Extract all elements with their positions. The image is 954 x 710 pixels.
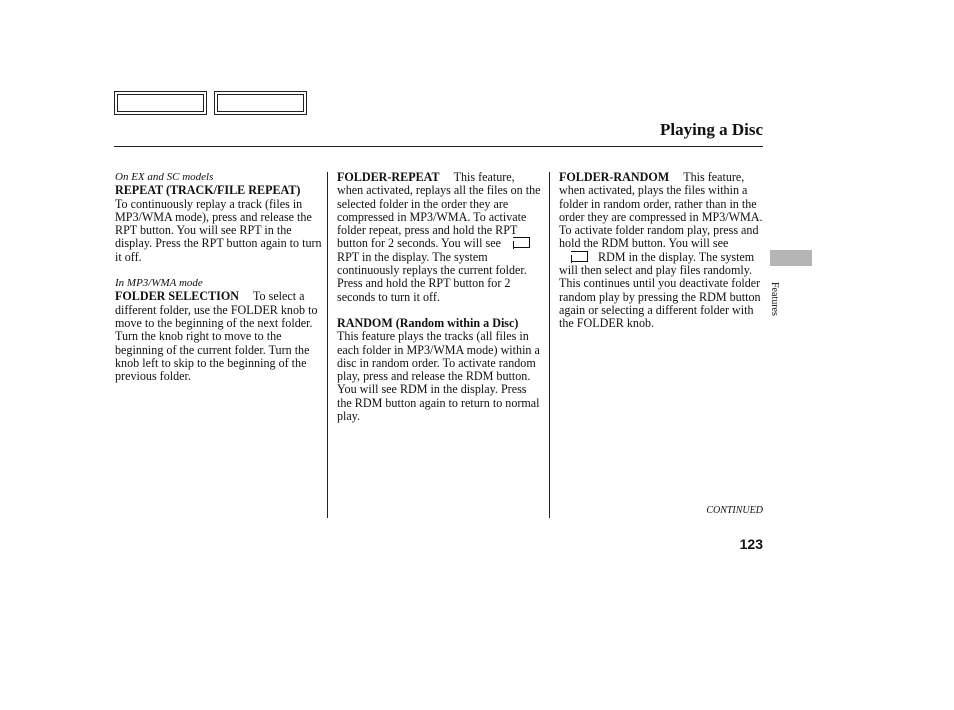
section-label: Features <box>769 282 780 316</box>
nav-box-2[interactable] <box>214 91 307 115</box>
folder-selection-paragraph <box>115 290 323 383</box>
model-note: On EX and SC models <box>115 171 214 183</box>
repeat-paragraph <box>115 184 323 264</box>
folder-random-body-a: This feature, when activated, plays the files within a folder in random order, rather than in the order they are compressed in MP3/WMA. To activate folder random play, press and hold the RDM button. You will see <box>559 170 763 251</box>
folder-random-body-b: RDM in the display. The system will then select and play files randomly. This continues until you deactivate folder random play by pressing the RDM button again or selecting a different folder with the FOLDER knob. <box>559 249 761 331</box>
title-rule <box>114 146 763 147</box>
section-tab <box>770 250 812 266</box>
random-body: This feature plays the tracks (all files in each folder in MP3/WMA mode) within a disc in random order. To activate random play, press and release the RDM button. You will see RDM in the display. Press the RDM button again to return to normal play. <box>337 329 540 424</box>
continued-label: CONTINUED <box>706 505 763 516</box>
folder-selection-heading: FOLDER SELECTION <box>115 289 239 304</box>
folder-repeat-heading: FOLDER-REPEAT <box>337 170 440 184</box>
mode-note: In MP3/WMA mode <box>115 277 203 290</box>
folder-random-heading: FOLDER-RANDOM <box>559 170 670 184</box>
column-1 <box>115 171 323 396</box>
repeat-heading: REPEAT (TRACK/FILE REPEAT) <box>115 183 301 198</box>
random-paragraph <box>337 317 543 423</box>
page-title: Playing a Disc <box>660 120 763 139</box>
folder-repeat-paragraph <box>337 171 543 304</box>
folder-indicator-icon <box>513 237 530 248</box>
column-2 <box>337 171 543 436</box>
column-divider-2 <box>549 172 550 518</box>
folder-repeat-body-a: This feature, when activated, replays all the files on the selected folder in the order they are compressed in MP3/WMA. To activate folder repeat, press and hold the RPT button for 2 seconds. You will see <box>337 170 541 251</box>
folder-repeat-body-b: RPT in the display. The system continuously replays the current folder. Press and hold the RPT button for 2 seconds to turn it off. <box>337 249 527 304</box>
random-heading: RANDOM (Random within a Disc) <box>337 315 519 330</box>
folder-indicator-icon <box>571 251 588 262</box>
repeat-body: To continuously replay a track (files in MP3/WMA mode), press and release the RPT button. You will see RPT in the display. Press the RPT button again to turn it off. <box>115 196 322 264</box>
folder-random-paragraph <box>559 171 763 331</box>
folder-selection-body: To select a different folder, use the FOLDER knob to move to the beginning of the next folder. Turn the knob right to move to the beginning of the current folder. Turn the knob left to skip to the beginning of the previous folder. <box>115 289 318 384</box>
column-3 <box>559 171 763 344</box>
nav-box-1[interactable] <box>114 91 207 115</box>
page-number: 123 <box>739 536 763 552</box>
column-divider-1 <box>327 172 328 518</box>
